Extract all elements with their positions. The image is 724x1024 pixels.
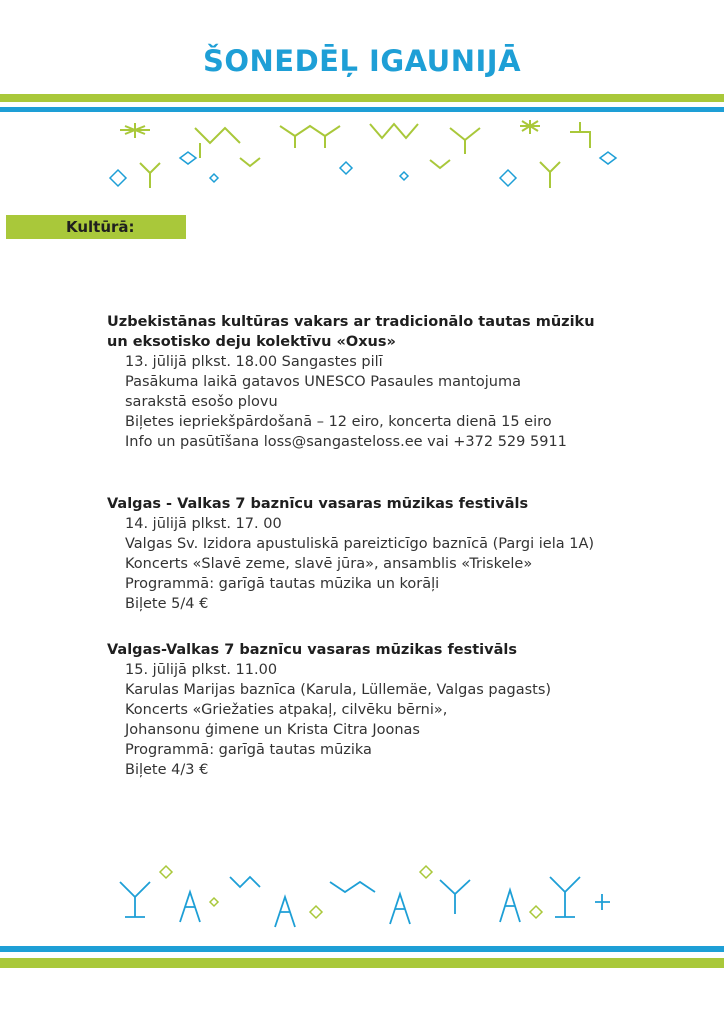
top-ornament-icon [100, 118, 624, 198]
event-1 [107, 312, 667, 452]
event-detail: 15. jūlijā plkst. 11.00 [125, 662, 278, 678]
event-detail: Programmā: garīgā tautas mūzika [125, 742, 372, 758]
event-detail: Info un pasūtīšana loss@sangasteloss.ee vai +372 529 5911 [125, 434, 567, 450]
event-detail: Johansonu ģimene un Krista Citra Joonas [125, 722, 420, 738]
page-title: ŠONEDĒĻ IGAUNIJĀ [202, 44, 522, 78]
event-detail: Karulas Marijas baznīca (Karula, Lüllemäe, Valgas pagasts) [125, 682, 552, 698]
event-title-line: un eksotisko deju kolektīvu «Oxus» [107, 334, 396, 350]
event-3 [107, 640, 667, 780]
event-title-line: Valgas - Valkas 7 baznīcu vasaras mūzikas festivāls [107, 496, 529, 512]
section-label-culture: Kultūrā: [6, 215, 186, 239]
event-2 [107, 494, 667, 614]
event-title-line: Valgas-Valkas 7 baznīcu vasaras mūzikas festivāls [107, 642, 517, 658]
event-detail: Pasākuma laikā gatavos UNESCO Pasaules mantojuma [125, 374, 521, 390]
top-green-stripe [0, 94, 724, 102]
event-detail: Koncerts «Griežaties atpakaļ, cilvēku bērni», [125, 702, 448, 718]
bottom-ornament-icon [100, 862, 624, 942]
bottom-green-stripe [0, 958, 724, 968]
event-detail: sarakstā esošo plovu [125, 394, 278, 410]
top-blue-stripe [0, 107, 724, 112]
event-detail: Biļete 4/3 € [125, 762, 209, 778]
event-detail: 14. jūlijā plkst. 17. 00 [125, 516, 282, 532]
event-detail: Biļete 5/4 € [125, 596, 209, 612]
event-title-line: Uzbekistānas kultūras vakars ar tradicionālo tautas mūziku [107, 314, 595, 330]
bottom-blue-stripe [0, 946, 724, 952]
event-detail: 13. jūlijā plkst. 18.00 Sangastes pilī [125, 354, 383, 370]
event-detail: Valgas Sv. Izidora apustuliskā pareizticīgo baznīcā (Pargi iela 1A) [125, 536, 595, 552]
event-detail: Koncerts «Slavē zeme, slavē jūra», ansamblis «Triskele» [125, 556, 533, 572]
event-detail: Programmā: garīgā tautas mūzika un korāļi [125, 576, 440, 592]
event-detail: Biļetes iepriekšpārdošanā – 12 eiro, koncerta dienā 15 eiro [125, 414, 552, 430]
